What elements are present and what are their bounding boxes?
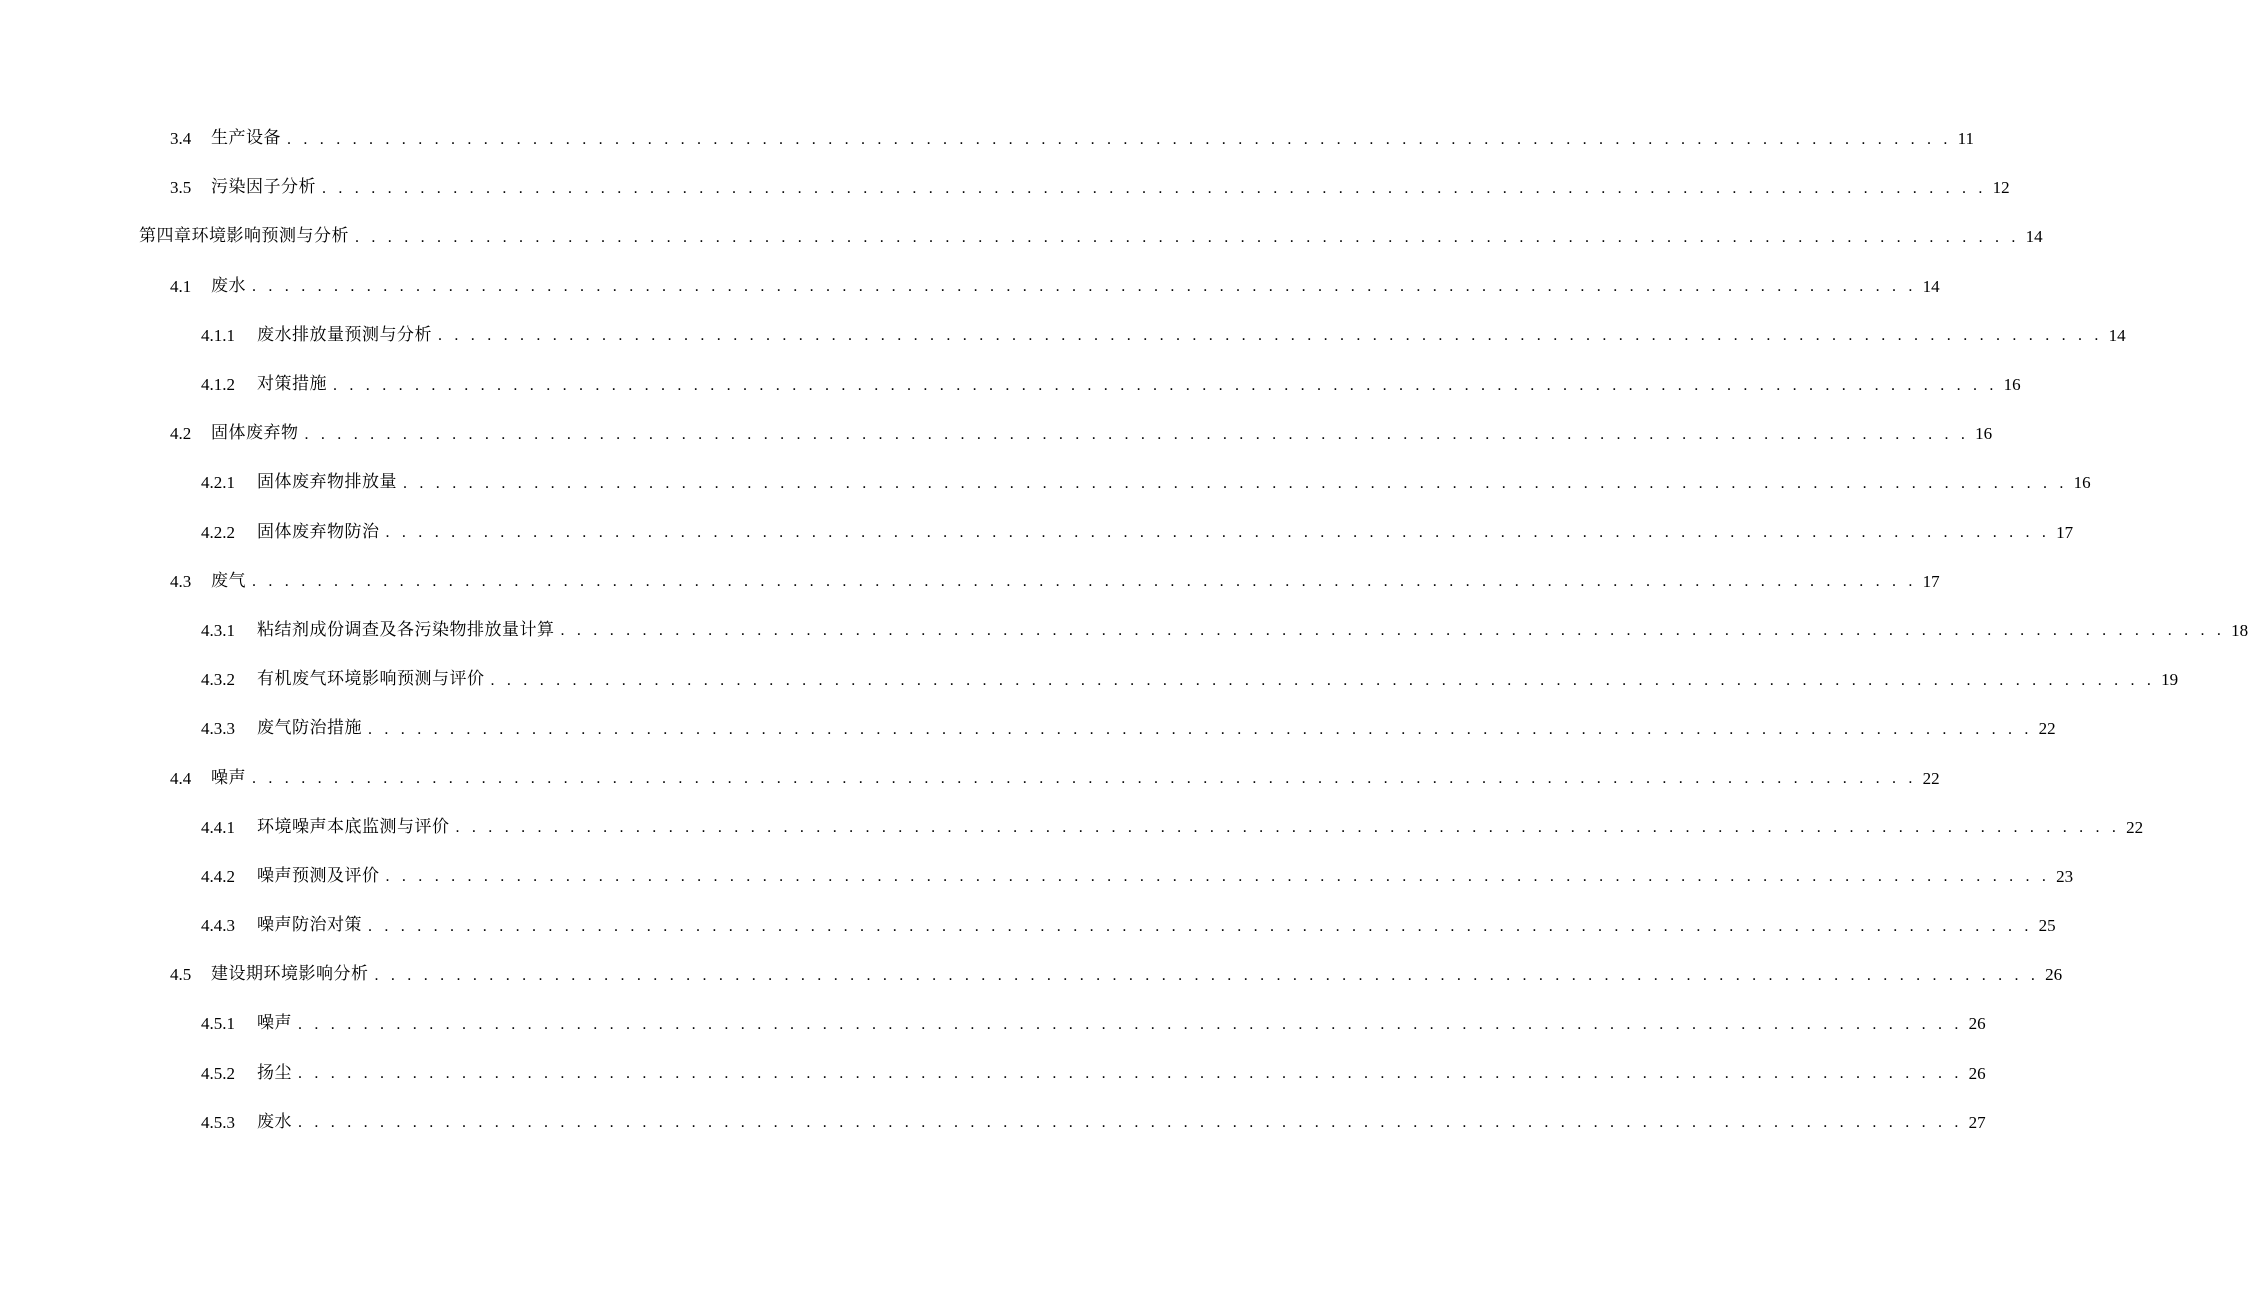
toc-entry-title: 第四章环境影响预测与分析: [139, 226, 349, 247]
toc-entry-title: 噪声: [257, 1013, 292, 1034]
toc-entry-page: 14: [2108, 325, 2126, 345]
toc-dot-leader: . . . . . . . . . . . . . . . . . . . . . . . . . . . . . . . . . . . . . . . . . . . . . . . . . . . . . . . . . . . . . . . . . . . . . . . . . . . . . . . . . . . . . . . . . . . . . . . . . . . . . .: [298, 1114, 1963, 1132]
toc-dot-leader: . . . . . . . . . . . . . . . . . . . . . . . . . . . . . . . . . . . . . . . . . . . . . . . . . . . . . . . . . . . . . . . . . . . . . . . . . . . . . . . . . . . . . . . . . . . . . . . . . . . . . .: [374, 966, 2040, 984]
toc-entry[interactable]: [0, 114, 1974, 163]
toc-dot-leader: . . . . . . . . . . . . . . . . . . . . . . . . . . . . . . . . . . . . . . . . . . . . . . . . . . . . . . . . . . . . . . . . . . . . . . . . . . . . . . . . . . . . . . . . . . . . . . . . . . . . . .: [560, 622, 2226, 640]
toc-entry-page: 19: [2161, 670, 2179, 690]
toc-entry-title: 噪声防治对策: [257, 915, 362, 936]
toc-entry-number: 4.3.3: [201, 719, 235, 739]
toc-entry-number: 4.1.2: [201, 375, 235, 395]
toc-entry-page: 27: [1968, 1112, 1986, 1132]
toc-entry-number: 4.5.3: [201, 1112, 235, 1132]
toc-entry-number: 4.2.2: [201, 522, 235, 542]
toc-entry-number: 4.5: [170, 965, 192, 985]
toc-entry-number: 4.4.2: [201, 866, 235, 886]
toc-entry-title: 废气防治措施: [257, 718, 362, 739]
toc-entry-number: 4.5.1: [201, 1014, 235, 1034]
toc-entry-title: 建设期环境影响分析: [211, 964, 369, 985]
toc-entry[interactable]: [0, 999, 1986, 1048]
toc-entry[interactable]: [0, 606, 2248, 655]
toc-entry[interactable]: [0, 1049, 1986, 1098]
toc-entry-page: 16: [2073, 473, 2091, 493]
toc-dot-leader: . . . . . . . . . . . . . . . . . . . . . . . . . . . . . . . . . . . . . . . . . . . . . . . . . . . . . . . . . . . . . . . . . . . . . . . . . . . . . . . . . . . . . . . . . . . . . . . . . . . . . .: [298, 1065, 1963, 1083]
toc-entry-number: 4.5.2: [201, 1063, 235, 1083]
toc-entry[interactable]: [0, 704, 2056, 753]
toc-entry-page: 26: [2045, 965, 2063, 985]
toc-entry-title: 粘结剂成份调查及各污染物排放量计算: [257, 619, 555, 640]
toc-entry-page: 16: [1975, 424, 1993, 444]
toc-entry[interactable]: [0, 950, 2063, 999]
toc-entry[interactable]: [0, 311, 2126, 360]
toc-entry-page: 14: [2025, 227, 2043, 247]
toc-dot-leader: . . . . . . . . . . . . . . . . . . . . . . . . . . . . . . . . . . . . . . . . . . . . . . . . . . . . . . . . . . . . . . . . . . . . . . . . . . . . . . . . . . . . . . . . . . . . . . . . . . . . . .: [368, 720, 2033, 738]
toc-entry-page: 26: [1968, 1014, 1986, 1034]
toc-entry-page: 26: [1968, 1063, 1986, 1083]
toc-entry-title: 扬尘: [257, 1062, 292, 1083]
toc-entry-page: 16: [2003, 375, 2021, 395]
toc-entry[interactable]: [0, 360, 2021, 409]
toc-entry-page: 17: [1922, 571, 1940, 591]
toc-entry-title: 废气: [211, 570, 246, 591]
toc-entry-title: 废水: [257, 1111, 292, 1132]
toc-entry-number: 4.4.3: [201, 916, 235, 936]
toc-entry-number: 4.3.2: [201, 670, 235, 690]
toc-entry-number: 4.2: [170, 424, 192, 444]
toc-dot-leader: . . . . . . . . . . . . . . . . . . . . . . . . . . . . . . . . . . . . . . . . . . . . . . . . . . . . . . . . . . . . . . . . . . . . . . . . . . . . . . . . . . . . . . . . . . . . . . . . . . . . . .: [333, 376, 1998, 394]
toc-dot-leader: . . . . . . . . . . . . . . . . . . . . . . . . . . . . . . . . . . . . . . . . . . . . . . . . . . . . . . . . . . . . . . . . . . . . . . . . . . . . . . . . . . . . . . . . . . . . . . . . . . . . . .: [287, 130, 1952, 148]
toc-entry-title: 生产设备: [211, 128, 281, 149]
toc-entry[interactable]: [0, 212, 2043, 261]
toc-entry-page: 18: [2231, 620, 2248, 640]
toc-entry[interactable]: [0, 803, 2144, 852]
toc-dot-leader: . . . . . . . . . . . . . . . . . . . . . . . . . . . . . . . . . . . . . . . . . . . . . . . . . . . . . . . . . . . . . . . . . . . . . . . . . . . . . . . . . . . . . . . . . . . . . . . . . . . . . .: [385, 868, 2051, 886]
toc-entry-page: 22: [1922, 768, 1940, 788]
toc-entry-number: 4.4.1: [201, 817, 235, 837]
toc-entry[interactable]: [0, 163, 2010, 212]
toc-entry-title: 噪声预测及评价: [257, 865, 380, 886]
toc-entry-title: 废水排放量预测与分析: [257, 324, 432, 345]
toc-entry-page: 12: [1992, 178, 2010, 198]
toc-entry-title: 有机废气环境影响预测与评价: [257, 669, 485, 690]
toc-dot-leader: . . . . . . . . . . . . . . . . . . . . . . . . . . . . . . . . . . . . . . . . . . . . . . . . . . . . . . . . . . . . . . . . . . . . . . . . . . . . . . . . . . . . . . . . . . . . . . . . . . . . . .: [385, 524, 2051, 542]
toc-dot-leader: . . . . . . . . . . . . . . . . . . . . . . . . . . . . . . . . . . . . . . . . . . . . . . . . . . . . . . . . . . . . . . . . . . . . . . . . . . . . . . . . . . . . . . . . . . . . . . . . . . . . . .: [438, 327, 2103, 345]
toc-dot-leader: . . . . . . . . . . . . . . . . . . . . . . . . . . . . . . . . . . . . . . . . . . . . . . . . . . . . . . . . . . . . . . . . . . . . . . . . . . . . . . . . . . . . . . . . . . . . . . . . . . . . . .: [490, 671, 2156, 689]
toc-entry-number: 4.4: [170, 768, 192, 788]
toc-entry-title: 对策措施: [257, 374, 327, 395]
toc-entry-number: 4.2.1: [201, 473, 235, 493]
toc-entry-number: 3.5: [170, 178, 192, 198]
toc-entry-page: 17: [2056, 522, 2074, 542]
toc-entry[interactable]: [0, 262, 1940, 311]
toc-entry[interactable]: [0, 901, 2056, 950]
toc-entry[interactable]: [0, 655, 2179, 704]
toc-entry-number: 4.1: [170, 276, 192, 296]
toc-entry-title: 噪声: [211, 767, 246, 788]
toc-entry-title: 废水: [211, 275, 246, 296]
toc-entry-title: 环境噪声本底监测与评价: [257, 816, 450, 837]
toc-dot-leader: . . . . . . . . . . . . . . . . . . . . . . . . . . . . . . . . . . . . . . . . . . . . . . . . . . . . . . . . . . . . . . . . . . . . . . . . . . . . . . . . . . . . . . . . . . . . . . . . . . . . . .: [252, 278, 1917, 296]
toc-entry-title: 固体废弃物: [211, 423, 299, 444]
toc-entry-title: 污染因子分析: [211, 177, 316, 198]
toc-entry-page: 11: [1957, 129, 1974, 149]
toc-dot-leader: . . . . . . . . . . . . . . . . . . . . . . . . . . . . . . . . . . . . . . . . . . . . . . . . . . . . . . . . . . . . . . . . . . . . . . . . . . . . . . . . . . . . . . . . . . . . . . . . . . . . . .: [322, 179, 1987, 197]
toc-entry-page: 25: [2038, 916, 2056, 936]
toc-entry-page: 22: [2038, 719, 2056, 739]
toc-entry[interactable]: [0, 508, 2074, 557]
toc-dot-leader: . . . . . . . . . . . . . . . . . . . . . . . . . . . . . . . . . . . . . . . . . . . . . . . . . . . . . . . . . . . . . . . . . . . . . . . . . . . . . . . . . . . . . . . . . . . . . . . . . . . . . .: [368, 917, 2033, 935]
table-of-contents: [0, 114, 2248, 1147]
toc-entry[interactable]: [0, 1098, 1986, 1147]
toc-dot-leader: . . . . . . . . . . . . . . . . . . . . . . . . . . . . . . . . . . . . . . . . . . . . . . . . . . . . . . . . . . . . . . . . . . . . . . . . . . . . . . . . . . . . . . . . . . . . . . . . . . . . . .: [298, 1015, 1963, 1033]
toc-dot-leader: . . . . . . . . . . . . . . . . . . . . . . . . . . . . . . . . . . . . . . . . . . . . . . . . . . . . . . . . . . . . . . . . . . . . . . . . . . . . . . . . . . . . . . . . . . . . . . . . . . . . . .: [455, 819, 2121, 837]
toc-dot-leader: . . . . . . . . . . . . . . . . . . . . . . . . . . . . . . . . . . . . . . . . . . . . . . . . . . . . . . . . . . . . . . . . . . . . . . . . . . . . . . . . . . . . . . . . . . . . . . . . . . . . . .: [304, 425, 1970, 443]
toc-dot-leader: . . . . . . . . . . . . . . . . . . . . . . . . . . . . . . . . . . . . . . . . . . . . . . . . . . . . . . . . . . . . . . . . . . . . . . . . . . . . . . . . . . . . . . . . . . . . . . . . . . . . . .: [252, 770, 1917, 788]
toc-entry-number: 4.3.1: [201, 620, 235, 640]
toc-entry[interactable]: [0, 852, 2074, 901]
toc-entry-number: 4.3: [170, 571, 192, 591]
toc-entry-title: 固体废弃物排放量: [257, 472, 397, 493]
toc-entry[interactable]: [0, 458, 2091, 507]
toc-entry-number: 4.1.1: [201, 325, 235, 345]
toc-entry-page: 22: [2126, 817, 2144, 837]
toc-entry-page: 14: [1922, 276, 1940, 296]
toc-entry[interactable]: [0, 557, 1940, 606]
toc-dot-leader: . . . . . . . . . . . . . . . . . . . . . . . . . . . . . . . . . . . . . . . . . . . . . . . . . . . . . . . . . . . . . . . . . . . . . . . . . . . . . . . . . . . . . . . . . . . . . . . . . . . . . .: [403, 474, 2068, 492]
toc-dot-leader: . . . . . . . . . . . . . . . . . . . . . . . . . . . . . . . . . . . . . . . . . . . . . . . . . . . . . . . . . . . . . . . . . . . . . . . . . . . . . . . . . . . . . . . . . . . . . . . . . . . . . .: [252, 573, 1917, 591]
toc-entry[interactable]: [0, 409, 1993, 458]
toc-entry-page: 23: [2056, 866, 2074, 886]
toc-entry-title: 固体废弃物防治: [257, 521, 380, 542]
toc-entry[interactable]: [0, 753, 1940, 802]
toc-dot-leader: . . . . . . . . . . . . . . . . . . . . . . . . . . . . . . . . . . . . . . . . . . . . . . . . . . . . . . . . . . . . . . . . . . . . . . . . . . . . . . . . . . . . . . . . . . . . . . . . . . . . . .: [355, 228, 2020, 246]
toc-entry-number: 3.4: [170, 129, 192, 149]
